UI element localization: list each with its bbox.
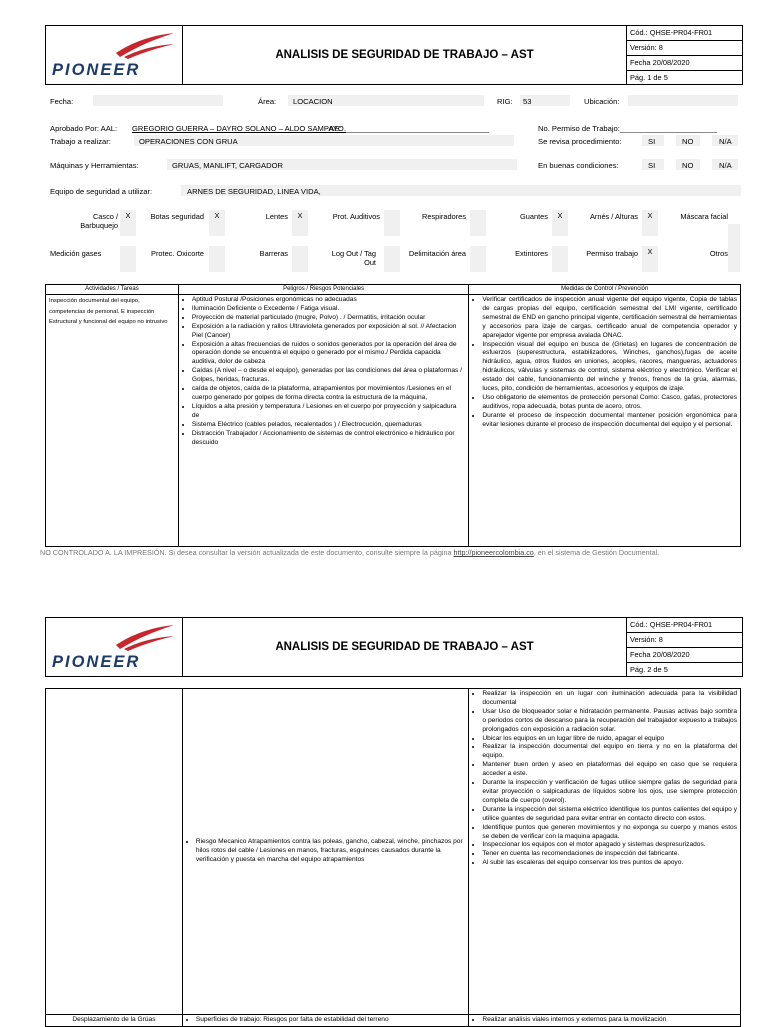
doc-date: Fecha 20/08/2020 [627,648,742,663]
maquinas-value: GRUAS, MANLIFT, CARGADOR [172,161,283,170]
ppe-botas-label: Botas seguridad [150,212,204,221]
list-item: • Realizar la inspección documental del equipo en tierra y no en la plataforma del equipo. [482,743,737,761]
list-item: • Inspeccionar los equipos con el motor apagado y sistemas despresurizados. [482,841,737,850]
ppe-auditivos-label: Prot. Auditivos [332,212,380,221]
list-item: • Exposición a altas frecuencias de ruidos o sonidos generados por la operación del área de operación donde se encuentra el equipo o generado por el mismo./ Perdida capacida auditiva, dolor de cabeza [192,341,466,368]
table-header-row [46,285,741,295]
fecha-label: Fecha: [50,97,74,106]
uncontrolled-copy-note [40,548,740,557]
ppe-lentes-label: Lentes [265,212,288,221]
rig-value: 53 [523,97,532,106]
col-activities: Actividades / Tareas [46,285,179,295]
activity-cell: Desplazamiento de la Grúas [46,1015,183,1027]
controls-cell [469,1015,741,1027]
equipo-value: ARNES DE SEGURIDAD, LINEA VIDA, [187,187,321,196]
area-value: LOCACION [293,97,333,106]
list-item: • Aptitud Postural /Posiciones ergonómicas no adecuadas [192,296,466,305]
controls-cell [469,295,741,547]
doc-code: Cód.: QHSE-PR04-FR01 [627,26,742,41]
ppe-arnes-label: Arnés / Alturas [589,212,638,221]
rig-label: RIG: [497,97,513,106]
ubicacion-field[interactable] [628,95,738,106]
ppe-extintores-checkbox[interactable] [552,246,568,272]
trabajo-label: Trabajo a realizar: [50,137,111,146]
footer-link[interactable]: http://pioneercolombia.co [453,548,534,557]
ppe-otros-label: Otros [709,249,728,258]
hazards-cell [178,295,469,547]
ppe-respiradores-label: Respiradores [422,212,466,221]
list-item: • Usar Uso de bloqueador solar e hidratación permanente. Pausas activas bajo sombra o periodos cortos de descanso para la recuperación del trabajador expuesto a trabajos prolongados con exposición a radiación solar. [482,708,737,735]
hazards-list [182,296,466,447]
ppe-gases-label: Medición gases [50,249,102,258]
logo-wordmark: PIONEER [52,61,141,79]
controls-list [472,690,737,868]
document-meta [627,618,742,676]
list-item: • Durante el proceso de inspección documental mantener posición ergonómica para evitar lesiones durante el proceso de inspección documental del equipo y el personal. [482,412,737,430]
ppe-guantes-checkbox[interactable]: X [552,210,568,236]
ppe-guantes-label: Guantes [520,212,548,221]
ppe-casco-label: Casco / Barbuquejo [80,212,118,230]
ppe-lentes-checkbox[interactable]: X [292,210,308,236]
company-logo [46,26,183,84]
condiciones-si: SI [648,161,656,170]
list-item: • Realizar la inspección en un lugar con iluminación adecuada para la visibilidad documental [482,690,737,708]
doc-version: Versión: 8 [627,41,742,56]
list-item: • Inspección visual del equipo en busca de (Grietas) en lugares de concentración de esfuerzos (superestructura, estabilizadores, Winches, ganchos),fugas de aceite hidráulico, agua, otros fluidos en uniones, acoples, racores, mangueras, actuadores hidráulicos, válvulas y sistemas de control, sistema eléctrico y electrónico. Verificar el estado del cable, funcionamiento del winche y frenos, frenos de la grúa, alarmas, luces, pito, condición de herramientas, accesorios y equipos de izaje. [482,341,737,394]
ppe-barreras-label: Barreras [259,249,288,258]
revisa-na: N/A [719,137,732,146]
ppe-delimitacion-checkbox[interactable] [470,246,486,272]
ppe-auditivos-checkbox[interactable] [384,210,400,236]
condiciones-no: NO [682,161,694,170]
pioneer-swoosh-icon [114,31,176,61]
equipo-label: Equipo de seguridad a utilizar: [50,187,153,196]
doc-page: Pág. 2 de 5 [630,665,668,674]
list-item: • Verificar certificados de inspección anual vigente del equipo vigente, Copia de tablas de cargas propias del equipo, certificación semestral del LMI vigente, certificado semestral de END en gancho principal vigente, certificación semestral de herramientas y accesorios para izaje de cargas. certificado anual de competencia operador y aparejador vigente por empresa avalada ONAC. [482,296,737,341]
ppe-gases-checkbox[interactable] [120,246,136,272]
list-item: • Tener en cuenta las recomendaciones de inspección del fabricante. [482,850,737,859]
list-item: • Durante la inspección del sistema eléctrico identifique los puntos calientes del equipo y utilice guantes de seguridad para evitar entrar en contacto directo con estos. [482,806,737,824]
list-item: • Mantener buen orden y aseo en plataformas del equipo en caso que se requiera acceder a este. [482,761,737,779]
controls-cell [469,689,741,1015]
doc-version: Versión: 8 [627,633,742,648]
page2-header [45,617,743,677]
ppe-logout-label: Log Out / Tag Out [331,249,376,267]
list-item: • Proyección de material particulado (mugre, Polvo) . / Dermatitis, irritación ocular [192,314,466,323]
list-item: • Superficies de trabajo: Riesgos por falta de estabilidad del terreno [196,1016,466,1025]
list-item: • Sistema Eléctrico (cables pelados, recalentados ) / Electrocución, quemaduras [192,421,466,430]
doc-date: Fecha 20/08/2020 [627,56,742,71]
list-item: • Exposición a la radiación y rallos Ultravioleta generados por exposición al sol. // Afectacion Piel (Cancer) [192,323,466,341]
col-controls: Medidas de Control / Prevención [469,285,741,295]
list-item: • Ubicar los equipos en un lugar libre de ruido, apagar el equipo [482,735,737,744]
list-item: • Líquidos a alta presión y temperatura / Lesiones en el cuerpo por proyección y salpicadura de [192,403,466,421]
table-row [46,295,741,547]
hazards-list [186,838,466,865]
aprobado-value: GREGORIO GUERRA – DAYRO SOLANO – ALDO SAMPAYO. [132,124,346,133]
ppe-otros-checkbox[interactable] [728,246,740,272]
ppe-barreras-checkbox[interactable] [292,246,308,272]
page1-header [45,25,743,85]
ppe-permiso-label: Permiso trabajo [586,249,638,258]
ae-label: AE:___________________________________ [329,124,490,133]
activity-cell-empty [46,689,183,1015]
list-item: • Caídas (A nivel – o desde el equipo), generadas por las condiciones del área o plataformas / Golpes, heridas, fracturas. [192,367,466,385]
fecha-field[interactable] [93,95,223,106]
ppe-logout-checkbox[interactable] [384,246,400,272]
list-item: • Durante la inspección y verificación de fugas utilice siempre gafas de seguridad para evitar proyección o salpicaduras de líquidos sobre los ojos, use siempre protección completa de cuerpo (overol). [482,779,737,806]
document-title: ANALISIS DE SEGURIDAD DE TRABAJO – AST [183,26,627,84]
document-title: ANALISIS DE SEGURIDAD DE TRABAJO – AST [183,618,627,676]
document-meta [627,26,742,84]
maquinas-label: Máquinas y Herramientas: [50,161,139,170]
doc-page: Pág. 1 de 5 [630,73,668,82]
risk-table-page2 [45,688,741,1027]
pioneer-swoosh-icon [114,623,176,653]
col-hazards: Peligros / Riesgos Potenciales [178,285,469,295]
ppe-extintores-label: Extintores [515,249,548,258]
list-item: • Riesgo Mecanico Atrapamientos contra las poleas, gancho, cabezal, winche, pinchazos por hilos rotos del cable / Lesiones en manos, fracturas, esguinces causados durante la verificación y puesta en marcha del equipo atrapamientos [196,838,466,865]
revisa-label: Se revisa procedimiento: [538,137,622,146]
trabajo-value: OPERACIONES CON GRUA [139,137,238,146]
ppe-respiradores-checkbox[interactable] [470,210,486,236]
ppe-mascara-label: Máscara facial [680,212,728,221]
risk-table-page1 [45,284,741,547]
area-label: Área: [258,97,277,106]
hazards-cell [182,689,469,1015]
ppe-oxicorte-label: Protec. Oxicorte [151,249,204,258]
ppe-arnes-checkbox[interactable]: X [642,210,658,236]
table-row [46,1015,741,1027]
condiciones-na: N/A [719,161,732,170]
list-item: • Al subir las escaleras del equipo conservar los tres puntos de apoyo. [482,859,737,868]
ppe-botas-checkbox[interactable]: X [209,210,225,236]
ppe-casco-checkbox[interactable]: X [120,210,136,236]
footer-text-end: , en el sistema de Gestión Documental. [533,548,660,557]
controls-list [472,296,737,430]
revisa-no: NO [682,137,694,146]
ppe-oxicorte-checkbox[interactable] [209,246,225,272]
list-item: • Distracción Trabajador / Accionamiento de sistemas de control electrónico e hidráulico por descuido [192,430,466,448]
revisa-si: SI [648,137,656,146]
list-item: • Realizar análisis viales internos y externos para la movilización [482,1016,737,1025]
activity-cell: Inspección documental del equipo, competencias de personal. E inspección Estructural y funcional del equipo no intrusivo [46,295,179,547]
logo-wordmark: PIONEER [52,653,141,671]
footer-text: NO CONTROLADO A. LA IMPRESIÓN. Si desea consultar la versión actualizada de este documento, consulte siempre la página [40,548,454,557]
list-item: • Iluminación Deficiente o Excedente / Fatiga visual. [192,305,466,314]
condiciones-label: En buenas condiciones: [538,161,619,170]
ppe-delimitacion-label: Delimitación área [408,249,466,258]
list-item: • caída de objetos, caída de la plataforma, atrapamientos por movimientos /Lesiones en el cuerpo generado por golpes de forma directa contra la estructura de la máquina, [192,385,466,403]
doc-code: Cód.: QHSE-PR04-FR01 [627,618,742,633]
aprobado-label: Aprobado Por: AAL: [50,124,118,133]
ubicacion-label: Ubicación: [584,97,620,106]
company-logo [46,618,183,676]
ppe-permiso-checkbox[interactable]: X [642,246,658,272]
permiso-label: No. Permiso de Trabajo:_______________________ [538,124,718,133]
list-item: • Identifique puntos que generen movimientos y no exponga su cuerpo y manos estos se deben de verificar con la maquina apagada. [482,824,737,842]
hazards-cell [182,1015,469,1027]
list-item: • Uso obligatorio de elementos de protección personal Como: Casco, gafas, protectores auditivos, ropa adecuada, botas punta de acero, otros. [482,394,737,412]
table-row [46,689,741,1015]
